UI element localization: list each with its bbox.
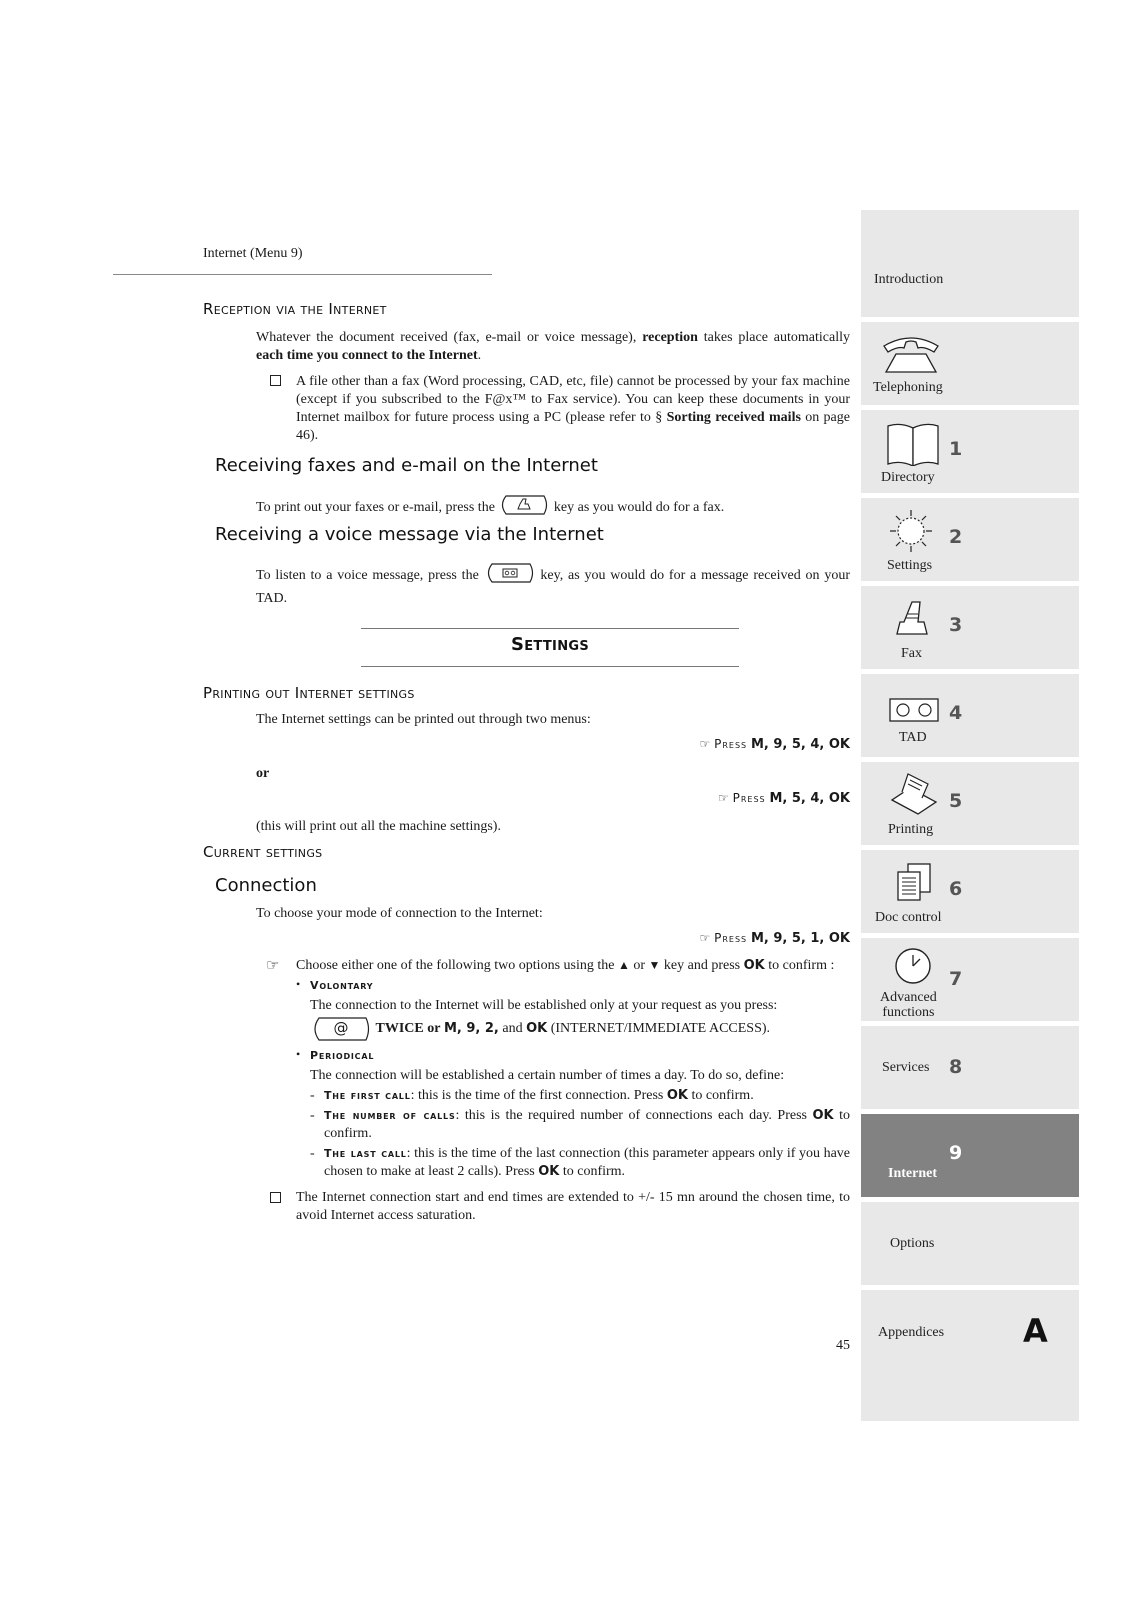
tab-label: Fax: [901, 646, 922, 661]
ok-key: OK: [526, 1021, 548, 1037]
press-instruction-3: [700, 931, 851, 946]
tab-label: Printing: [888, 822, 934, 837]
sun-gear-icon: [888, 508, 934, 554]
tab-label: Telephoning: [873, 380, 943, 395]
dash-3: -: [310, 1146, 315, 1161]
settings-rule-top: [361, 628, 739, 629]
ok-key: OK: [538, 1164, 560, 1179]
fax-icon: [894, 598, 930, 638]
tab-services[interactable]: [861, 1026, 1079, 1109]
tab-label: Directory: [881, 470, 935, 485]
section-title-printing: Printing out Internet settings: [203, 684, 415, 702]
choose-text-end: to confirm :: [768, 958, 835, 973]
confirm-text: to confirm.: [562, 1164, 626, 1179]
subsection-title-voice: Receiving a voice message via the Internet: [215, 524, 604, 545]
immediate-access: (INTERNET/IMMEDIATE ACCESS).: [550, 1021, 771, 1037]
cassette-icon: [889, 698, 939, 722]
tab-number: 8: [949, 1056, 963, 1078]
volontary-text: The connection to the Internet will be established only at your request as you press:: [310, 998, 778, 1013]
tab-number: 1: [949, 438, 963, 460]
tab-label-line2: functions: [882, 1005, 935, 1020]
tab-introduction[interactable]: [861, 210, 1079, 317]
last-call-item: [324, 1145, 850, 1181]
to-word: to: [839, 1108, 851, 1123]
tab-label: Settings: [887, 558, 933, 573]
tab-number: 5: [949, 790, 963, 812]
tab-internet[interactable]: [861, 1114, 1079, 1197]
press-word: Press: [732, 791, 766, 805]
press-word: Press: [714, 737, 748, 751]
tab-label: Internet: [888, 1166, 937, 1181]
volontary-label: Volontary: [310, 979, 374, 992]
and-word: and: [502, 1021, 523, 1037]
subsection-title-connection: Connection: [215, 875, 317, 896]
tab-number: 4: [949, 702, 963, 724]
reception-note: [296, 373, 850, 445]
down-arrow-icon: ▼: [648, 958, 661, 972]
press-keys-2: M, 5, 4, OK: [769, 791, 850, 806]
pointing-hand-icon: ☞: [699, 737, 711, 751]
tab-printing[interactable]: [861, 762, 1079, 845]
tab-label: Services: [882, 1060, 930, 1075]
twice-or: TWICE or: [375, 1021, 441, 1037]
twice-keys: M, 9, 2,: [443, 1021, 499, 1037]
tab-tad[interactable]: [861, 674, 1079, 757]
tab-label: Options: [890, 1236, 935, 1251]
clock-icon: [893, 946, 933, 986]
choose-text-pre: Choose either one of the following two options using the: [296, 958, 615, 973]
pointing-hand-icon: ☞: [699, 931, 711, 945]
checkbox-bullet-icon: [270, 1190, 281, 1208]
reception-note-text: A file other than a fax (Word processing, CAD, etc, file) cannot be processed by your fax machine (except if you subscribed to the F@x™ to Fax service). You can keep these documents in your Internet mailbox for future process using a PC (please refer to §: [296, 374, 850, 425]
periodical-label: Periodical: [310, 1049, 375, 1062]
tab-appendices[interactable]: [861, 1290, 1079, 1421]
printing-text: The Internet settings can be printed out through two menus:: [256, 712, 591, 727]
tab-label: Introduction: [874, 272, 944, 287]
tab-label-line1: Advanced: [880, 990, 937, 1005]
reception-bold: reception: [642, 330, 698, 345]
dash-1: -: [310, 1088, 315, 1103]
tab-settings[interactable]: [861, 498, 1079, 581]
voice-text: [256, 562, 850, 608]
reception-intro-mid: takes place automatically: [697, 330, 850, 345]
tab-letter: A: [1023, 1312, 1048, 1350]
page-number: 45: [836, 1338, 850, 1353]
reception-intro-end: .: [477, 348, 482, 363]
reception-intro-text: Whatever the document received (fax, e-mail or voice message),: [256, 330, 643, 345]
first-call-label: The first call: [324, 1089, 411, 1102]
tad-key-icon: [484, 562, 536, 590]
or-text: or: [256, 766, 270, 781]
connection-note: The Internet connection start and end times are extended to +/- 15 mn around the chosen time, to avoid Internet access saturation.: [296, 1190, 850, 1223]
book-icon: [886, 420, 940, 466]
volontary-keys: [310, 1016, 770, 1042]
faxes-text-pre: To print out your faxes or e-mail, press the: [256, 500, 495, 516]
number-calls-text: : this is the required number of connections each day. Press: [455, 1108, 807, 1123]
choose-or: or: [633, 958, 646, 973]
settings-rule-bottom: [361, 666, 739, 667]
reception-intro: [256, 329, 850, 365]
tab-label: [880, 990, 937, 1020]
checkbox-bullet-icon: [270, 373, 281, 391]
confirm-text: to confirm.: [691, 1088, 754, 1103]
section-title-reception: Reception via the Internet: [203, 300, 387, 318]
connection-text: To choose your mode of connection to the Internet:: [256, 906, 543, 921]
bullet-periodical: •: [296, 1047, 301, 1061]
connect-bold: each time you connect to the Internet: [256, 348, 478, 363]
last-call-label: The last call: [324, 1147, 407, 1160]
printing-after: (this will print out all the machine settings).: [256, 819, 501, 834]
tab-label: Doc control: [875, 910, 942, 925]
bullet-volontary: •: [296, 977, 301, 991]
reception-note-end: on page 46).: [296, 410, 850, 443]
press-instruction-1: [700, 737, 851, 752]
at-key-icon: [310, 1016, 372, 1042]
first-call-text: : this is the time of the first connection. Press: [410, 1088, 664, 1103]
number-calls-label: The number of calls: [324, 1109, 456, 1122]
tab-number: 6: [949, 878, 963, 900]
ok-key: OK: [666, 1088, 688, 1103]
voice-text-pre: To listen to a voice message, press the: [256, 568, 479, 584]
tab-number: 2: [949, 526, 963, 548]
number-calls-item: [324, 1107, 850, 1143]
print-key-icon: [498, 494, 550, 522]
faxes-text-post: key as you would do for a fax.: [553, 500, 725, 516]
section-title-current: Current settings: [203, 843, 323, 861]
last-call-text: : this is the time of the last connection (this parameter appears only if you have chosen to make at least 2 calls). Press: [324, 1146, 850, 1179]
choose-instruction: [296, 956, 850, 975]
documents-icon: [894, 862, 934, 904]
tab-label: TAD: [899, 730, 927, 745]
faxes-text: [256, 494, 724, 522]
choose-text-mid: key and press: [663, 958, 741, 973]
tab-label: Appendices: [878, 1325, 945, 1340]
ok-key: OK: [812, 1108, 834, 1123]
tab-fax[interactable]: [861, 586, 1079, 669]
telephone-icon: [876, 332, 946, 376]
press-word: Press: [714, 931, 748, 945]
press-instruction-2: [718, 791, 850, 806]
up-arrow-icon: ▲: [617, 958, 630, 972]
ok-key: OK: [743, 958, 765, 973]
tab-number: 9: [949, 1142, 963, 1164]
sorting-mails-ref: Sorting received mails: [666, 410, 801, 425]
tab-number: 3: [949, 614, 963, 636]
settings-title: Settings: [510, 634, 590, 655]
pointing-hand-icon: ☞: [718, 791, 729, 805]
header-rule: [113, 274, 492, 275]
tab-advanced-functions[interactable]: [861, 938, 1079, 1021]
confirm-word: confirm.: [324, 1126, 372, 1141]
tab-telephoning[interactable]: [861, 322, 1079, 405]
tab-doc-control[interactable]: [861, 850, 1079, 933]
voice-text-post: key, as you would do for a message received on your TAD.: [256, 568, 850, 606]
printer-icon: [888, 772, 938, 818]
running-head: Internet (Menu 9): [203, 246, 303, 261]
tab-directory[interactable]: [861, 410, 1079, 493]
pointing-hand-icon: ☞: [266, 958, 280, 974]
tab-options[interactable]: [861, 1202, 1079, 1285]
press-keys-1: M, 9, 5, 4, OK: [750, 737, 850, 752]
press-keys-3: M, 9, 5, 1, OK: [750, 931, 850, 946]
at-key-label: @: [333, 1019, 349, 1037]
subsection-title-faxes: Receiving faxes and e-mail on the Internet: [215, 455, 598, 476]
dash-2: -: [310, 1108, 315, 1123]
periodical-text: The connection will be established a certain number of times a day. To do so, define:: [310, 1068, 785, 1083]
first-call-item: [324, 1087, 850, 1105]
tab-number: 7: [949, 968, 963, 990]
